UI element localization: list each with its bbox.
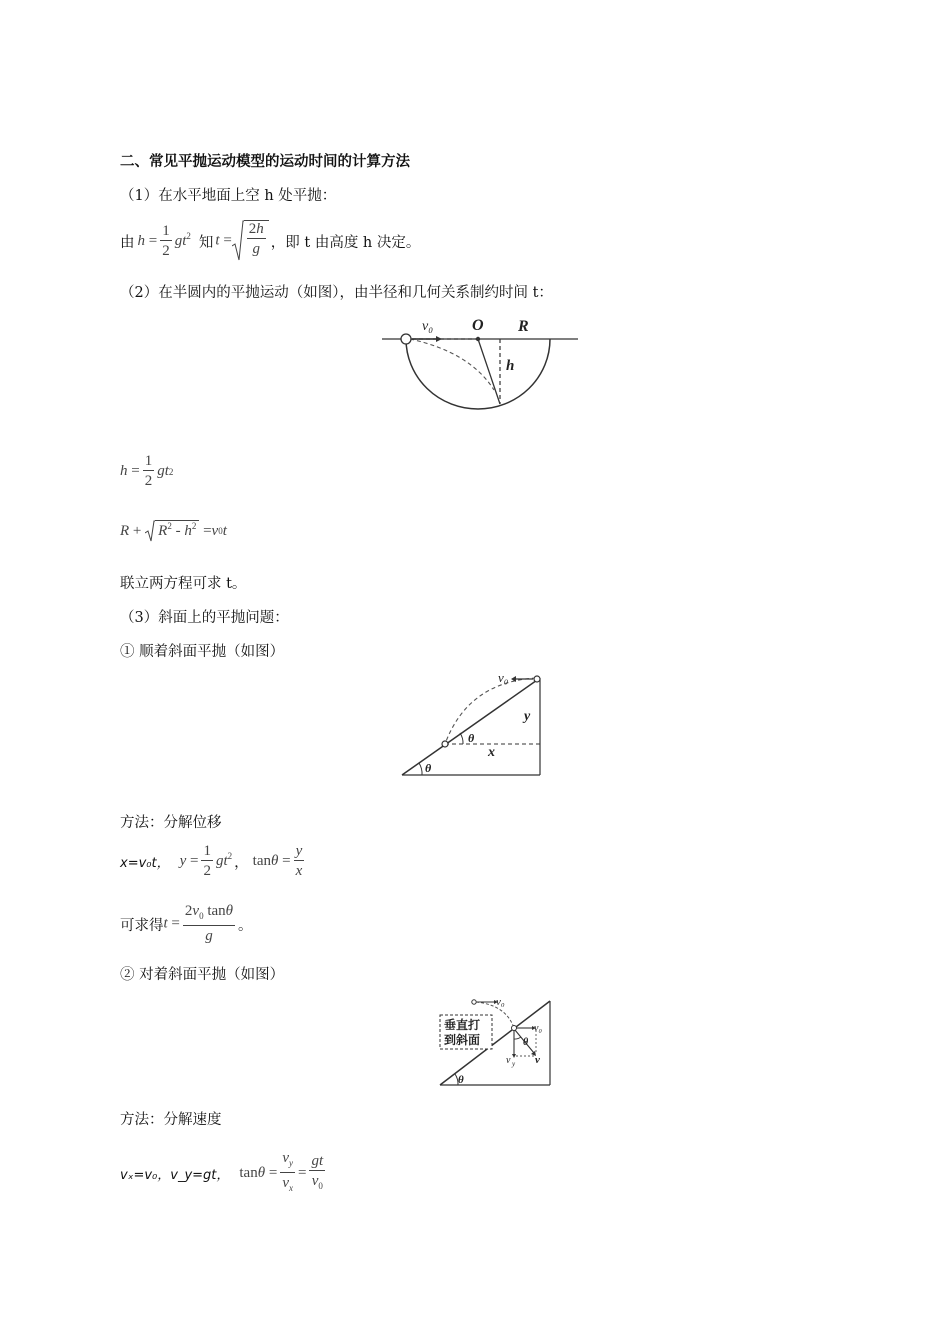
case1-eq-h: h = $\frac{1}{2}$ $gt^2$ [137, 222, 191, 259]
incline2-label-v: v [535, 1054, 540, 1066]
case2-conclusion: 联立两方程可求 t。 [120, 576, 247, 592]
case1-heading: （1）在水平地面上空 h 处平抛： [120, 188, 337, 204]
incline2-label-vy-sub: y [512, 1060, 516, 1068]
case1-formula [120, 220, 420, 262]
case1-eq-t: t = $\frac{2h}{g}$ [215, 220, 268, 262]
case1-formula-suffix: ，即 t 由高度 h 决定。 [270, 234, 421, 251]
case3-sub2-method: 方法：分解速度 [120, 1112, 222, 1128]
case3-sub1-equations: x=v₀t， y = $\frac{1}{2}$ $gt^2$ ， tanθ = $\frac{y}{x}$ [120, 843, 307, 880]
case3-sub1-eq-tan: tanθ = $\frac{y}{x}$ [252, 843, 303, 879]
incline1-label-x: x [488, 745, 495, 760]
incline2-ball-hit [512, 1026, 517, 1031]
incline1-label-theta-bottom: θ [425, 761, 432, 775]
center-dot [476, 337, 480, 341]
incline1-slope [402, 678, 540, 775]
incline1-label-theta-top: θ [468, 731, 475, 745]
incline1-ball-land [442, 741, 448, 747]
incline2-box-line2: 到斜面 [444, 1033, 481, 1047]
case2-heading: （2）在半圆内的平抛运动（如图），由半径和几何关系制约时间 t： [120, 285, 553, 301]
case2-eq1: h = $\frac{1}{2}$ gt 2 [120, 453, 174, 489]
label-h: h [506, 358, 515, 374]
incline1-trajectory [445, 678, 536, 744]
incline2-box-line1: 垂直打 [444, 1018, 481, 1032]
incline2-label-v0-side: v₀ [534, 1023, 542, 1034]
semicircle-diagram [380, 312, 580, 412]
incline2-label-theta-small: θ [523, 1037, 529, 1048]
incline1-label-y: y [524, 709, 531, 724]
case3-sub2-eq-tan: tanθ = $\frac{v_y}{v_x}$ = $\frac{gt}{v_0}$ [239, 1150, 324, 1193]
case3-sub2-eq-lead: vₓ=v₀，v_y=gt， [120, 1168, 230, 1183]
ball-icon [401, 334, 411, 344]
case3-sub1-eq-lead: x=v₀t， [120, 856, 170, 871]
case3-sub2-heading: ② 对着斜面平抛（如图） [120, 967, 285, 983]
incline1-angle-arc-top [460, 733, 463, 744]
case1-formula-mid: 知 [198, 234, 214, 251]
label-R: R [518, 318, 529, 335]
sqrt-sign-icon [145, 520, 155, 542]
case3-heading: （3）斜面上的平抛问题： [120, 610, 289, 626]
semicircle-arc [406, 339, 550, 409]
incline2-label-vy: v [506, 1055, 511, 1066]
incline2-label-theta-bottom: θ [458, 1074, 464, 1086]
label-v0: v₀ [422, 319, 434, 334]
case3-sub2-equations [120, 1150, 328, 1197]
radius-line [478, 339, 500, 404]
arrow-head-icon [436, 336, 442, 342]
sqrt-sign-icon [232, 220, 244, 262]
case3-sub1-result [120, 903, 253, 945]
incline-diagram-1 [398, 670, 548, 780]
incline1-ball-top [534, 676, 540, 682]
case1-formula-prefix: 由 [120, 234, 135, 251]
case3-sub1-heading: ① 顺着斜面平抛（如图） [120, 644, 285, 660]
incline1-angle-arc-bottom [419, 763, 422, 775]
case3-sub1-eq-t: t = $\frac{2v_0 \tan\theta}{g}$ [163, 903, 234, 944]
trajectory [410, 339, 494, 390]
case3-sub1-result-suffix: 。 [238, 917, 253, 934]
incline-diagram-2 [436, 995, 556, 1090]
section-title: 二、常见平抛运动模型的运动时间的计算方法 [120, 154, 410, 170]
incline2-ball-top [472, 1000, 476, 1004]
incline1-label-v0: v₀ [498, 670, 509, 685]
case3-sub1-method: 方法：分解位移 [120, 815, 222, 831]
label-O: O [472, 317, 484, 334]
incline2-label-v0-top: v₀ [496, 996, 505, 1008]
incline2-angle-arc-small [514, 1037, 521, 1039]
case3-sub1-result-prefix: 可求得 [120, 917, 164, 934]
case3-sub1-eq-y: y = $\frac{1}{2}$ $gt^2$ [179, 843, 233, 879]
arrow-head-icon [512, 1054, 516, 1058]
case2-eq2: R + $R^2 - h^2$ = v 0 t [120, 520, 227, 542]
